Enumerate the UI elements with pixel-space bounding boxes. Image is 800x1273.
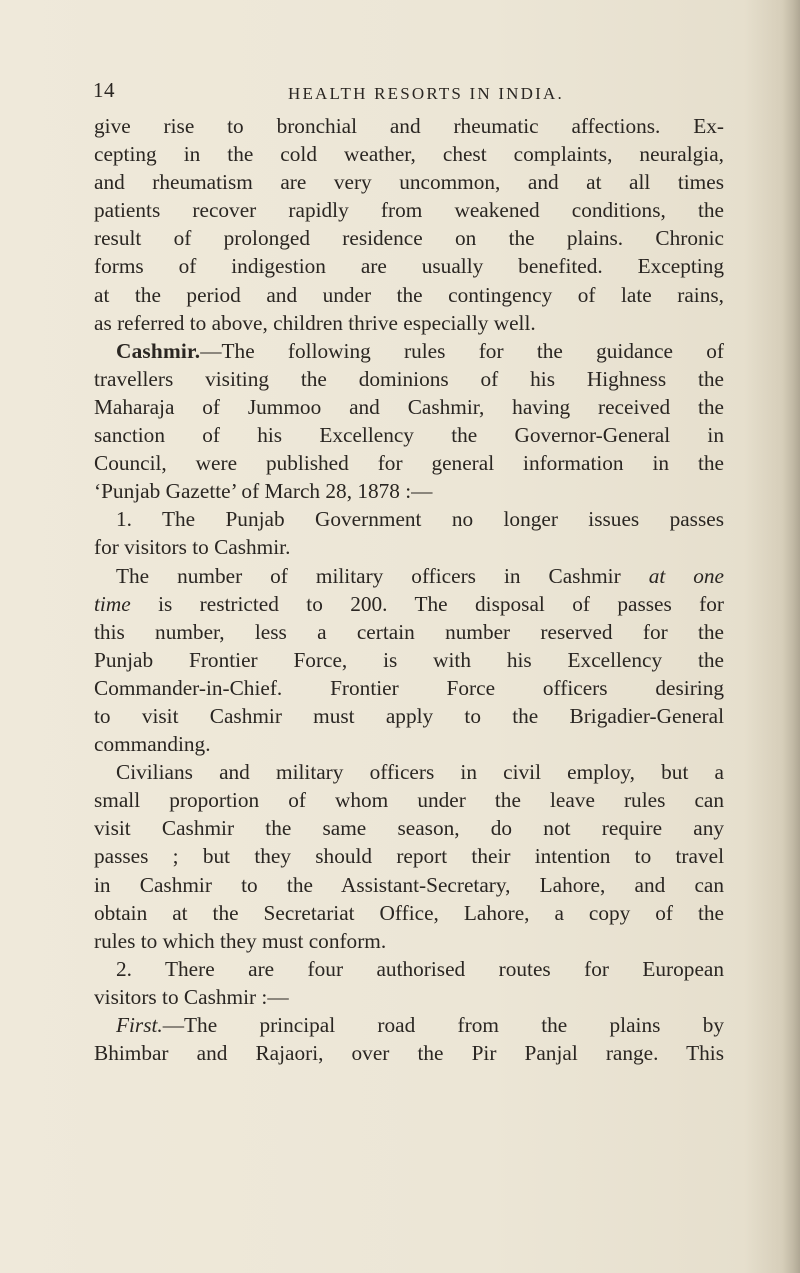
text-line: visit Cashmir the same season, do not require any <box>94 816 724 841</box>
body-text <box>94 112 724 1067</box>
text-line: obtain at the Secretariat Office, Lahore, a copy of the <box>94 900 724 925</box>
text-line: Commander-in-Chief. Frontier Force officers desiring <box>94 675 724 700</box>
officers-paragraph-second-line <box>94 590 724 618</box>
first-label: First. <box>116 1013 163 1037</box>
text-line: visitors to Cashmir :— <box>94 984 289 1009</box>
civilians-paragraph-first-line: Civilians and military officers in civil employ, but a <box>116 760 724 785</box>
text-line: result of prolonged residence on the plains. Chronic <box>94 226 724 251</box>
text-line: to visit Cashmir must apply to the Brigadier-General <box>94 703 724 728</box>
page-number: 14 <box>93 78 115 102</box>
text-run: —The following rules for the guidance of <box>200 338 724 363</box>
rule-2-line: 2. There are four authorised routes for European <box>116 956 724 981</box>
text-run: is restricted to 200. The disposal of passes for <box>130 591 724 616</box>
text-line: ‘Punjab Gazette’ of March 28, 1878 :— <box>94 479 433 504</box>
text-line: Council, were published for general information in the <box>94 451 724 476</box>
officers-paragraph-first-line <box>94 562 724 590</box>
text-line: as referred to above, children thrive especially well. <box>94 310 536 335</box>
text-line: Bhimbar and Rajaori, over the Pir Panjal range. This <box>94 1041 724 1066</box>
text-line: in Cashmir to the Assistant-Secretary, Lahore, and can <box>94 872 724 897</box>
text-line: small proportion of whom under the leave rules can <box>94 788 724 813</box>
running-title: HEALTH RESORTS IN INDIA. <box>288 84 564 103</box>
text-line: Maharaja of Jummoo and Cashmir, having received the <box>94 394 724 419</box>
first-route-first-line <box>94 1011 724 1039</box>
italic-phrase: time <box>94 591 131 616</box>
text-line: at the period and under the contingency of late rains, <box>94 282 724 307</box>
text-line: patients recover rapidly from weakened conditions, the <box>94 198 724 223</box>
running-head <box>93 78 723 108</box>
cashmir-heading: Cashmir. <box>116 338 201 363</box>
page-edge-shadow <box>782 0 800 1273</box>
text-line: forms of indigestion are usually benefited. Excepting <box>94 254 724 279</box>
text-line: cepting in the cold weather, chest complaints, neuralgia, <box>94 142 724 167</box>
text-line: travellers visiting the dominions of his Highness the <box>94 366 724 391</box>
text-line: Punjab Frontier Force, is with his Excellency the <box>94 647 724 672</box>
text-line: rules to which they must conform. <box>94 928 387 953</box>
rule-1-line: 1. The Punjab Government no longer issues passes <box>116 507 724 532</box>
cashmir-paragraph-first-line <box>94 337 724 365</box>
italic-phrase: at one <box>648 563 724 588</box>
text-line: for visitors to Cashmir. <box>94 535 291 560</box>
text-line: and rheumatism are very uncommon, and at all times <box>94 170 724 195</box>
text-run: —The principal road from the plains by <box>162 1013 724 1037</box>
text-run: The number of military officers in Cashmir <box>116 563 649 588</box>
text-line: commanding. <box>94 732 211 757</box>
text-line: passes ; but they should report their intention to travel <box>94 844 724 869</box>
text-line: this number, less a certain number reserved for the <box>94 619 724 644</box>
text-line: sanction of his Excellency the Governor-General in <box>94 423 724 448</box>
text-line: give rise to bronchial and rheumatic affections. Ex- <box>94 114 724 138</box>
